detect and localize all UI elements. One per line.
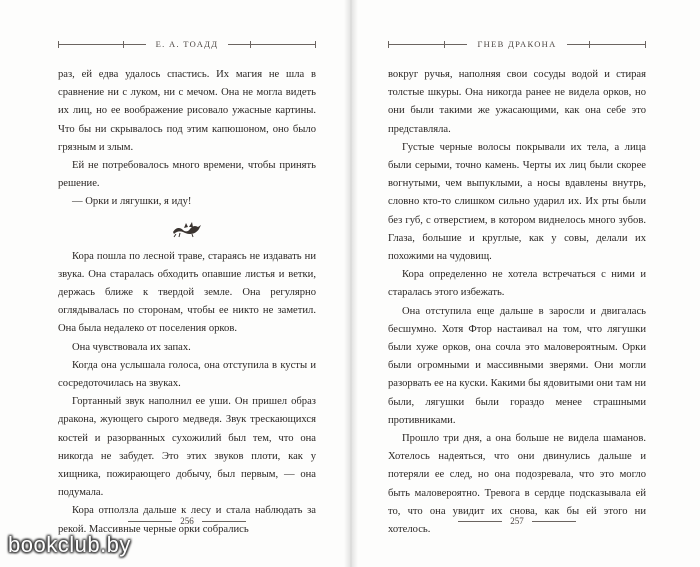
left-running-head-title: Е. А. ТОАДД [155,39,219,49]
left-head-rule-right [228,44,316,45]
right-folio [388,513,646,529]
left-folio-rule [128,521,172,522]
right-paragraph: Прошло три дня, а она больше не видела шаманов. Хотелось надеяться, что они двинулись дальше и потеряли ее след, но она подозревала, что это могло быть маловероятно. Тревога в сердце подсказывала ей то, что она увидит их снова, как бы ей этого ни хотелось. [388,433,646,536]
dragon-vignette-icon [58,214,316,244]
left-running-head [58,34,316,54]
left-paragraph: раз, ей едва удалось спастись. Их магия не шла в сравнение ни с луком, ни с мечом. Она не могла видеть их лиц, но ее воображение рисовало ужасные картины. Что бы ни скрывалось под этим капюшоном, оно было грязным и злым. [58,69,316,153]
left-page-number: 256 [180,516,194,526]
book-gutter [344,0,358,567]
right-paragraph: Она отступила еще дальше в заросли и двигалась бесшумно. Хотя Фтор настаивал на том, что лягушки были хуже орков, она сочла это маловероятным. Орки были огромными и массивными зверями. Они могли разорвать ее на куски. Какими бы ядовитыми они там ни были, лягушки были гораздо менее страшными противниками. [388,305,646,426]
left-folio [58,513,316,529]
right-paragraph: Густые черные волосы покрывали их тела, а лица были серыми, точно камень. Черты их лиц были скорее вогнутыми, чем выпуклыми, а носы вдавлены внутрь, словно кто-то слишком сильно ударил их. Их рты были без губ, с отверстием, в котором виднелось много зубов. Глаза, большие и круглые, как у совы, делали их похожими на чудовищ. [388,141,646,263]
right-folio-rule [458,521,502,522]
left-paragraph: — Орки и лягушки, я иду! [72,196,192,208]
left-head-rule-left [58,44,146,45]
left-paragraph: Кора отползла дальше к лесу и стала наблюдать за рекой. Массивные черные орки собрались [58,505,316,535]
left-page [58,0,316,567]
left-paragraph: Ей не потребовалось много времени, чтобы принять решение. [58,160,316,190]
right-paragraph: Кора определенно не хотела встречаться с ними и старалась этого избежать. [388,269,646,299]
right-page-number: 257 [510,516,524,526]
right-page [388,0,646,567]
site-watermark: bookclub.by [8,532,131,557]
right-head-rule-left [388,44,467,45]
left-paragraph: Гортанный звук наполнил ее уши. Он пришел образ дракона, жующего сырого медведя. Звук трескающихся костей и разорванных сухожилий был тем, что она никогда не забудет. Это этих звуков плоти, как у хищника, пожирающего добычу, был первым, — она подумала. [58,396,316,499]
right-page-text [388,66,646,539]
left-paragraph: Кора пошла по лесной траве, стараясь не издавать ни звука. Она старалась обходить опавшие листья и ветки, держась ближе к твердой земле. Она регулярно оглядывалась по сторонам, чтобы ее никто не заметил. Она была недалеко от поселения орков. [58,250,316,335]
left-page-text [58,66,316,539]
right-paragraph: вокруг ручья, наполняя свои сосуды водой и стирая толстые шкуры. Она никогда ранее не видела орков, но они были такими же ужасающими, как она себе это представляла. [388,69,646,135]
left-folio-rule [202,521,246,522]
right-folio-rule [532,521,576,522]
left-paragraph: Когда она услышала голоса, она отступила в кусты и сосредоточилась на звуках. [58,359,316,390]
right-running-head [388,34,646,54]
left-paragraph: Она чувствовала их запах. [72,341,191,353]
right-running-head-title: ГНЕВ ДРАКОНА [477,39,557,49]
right-head-rule-right [567,44,646,45]
